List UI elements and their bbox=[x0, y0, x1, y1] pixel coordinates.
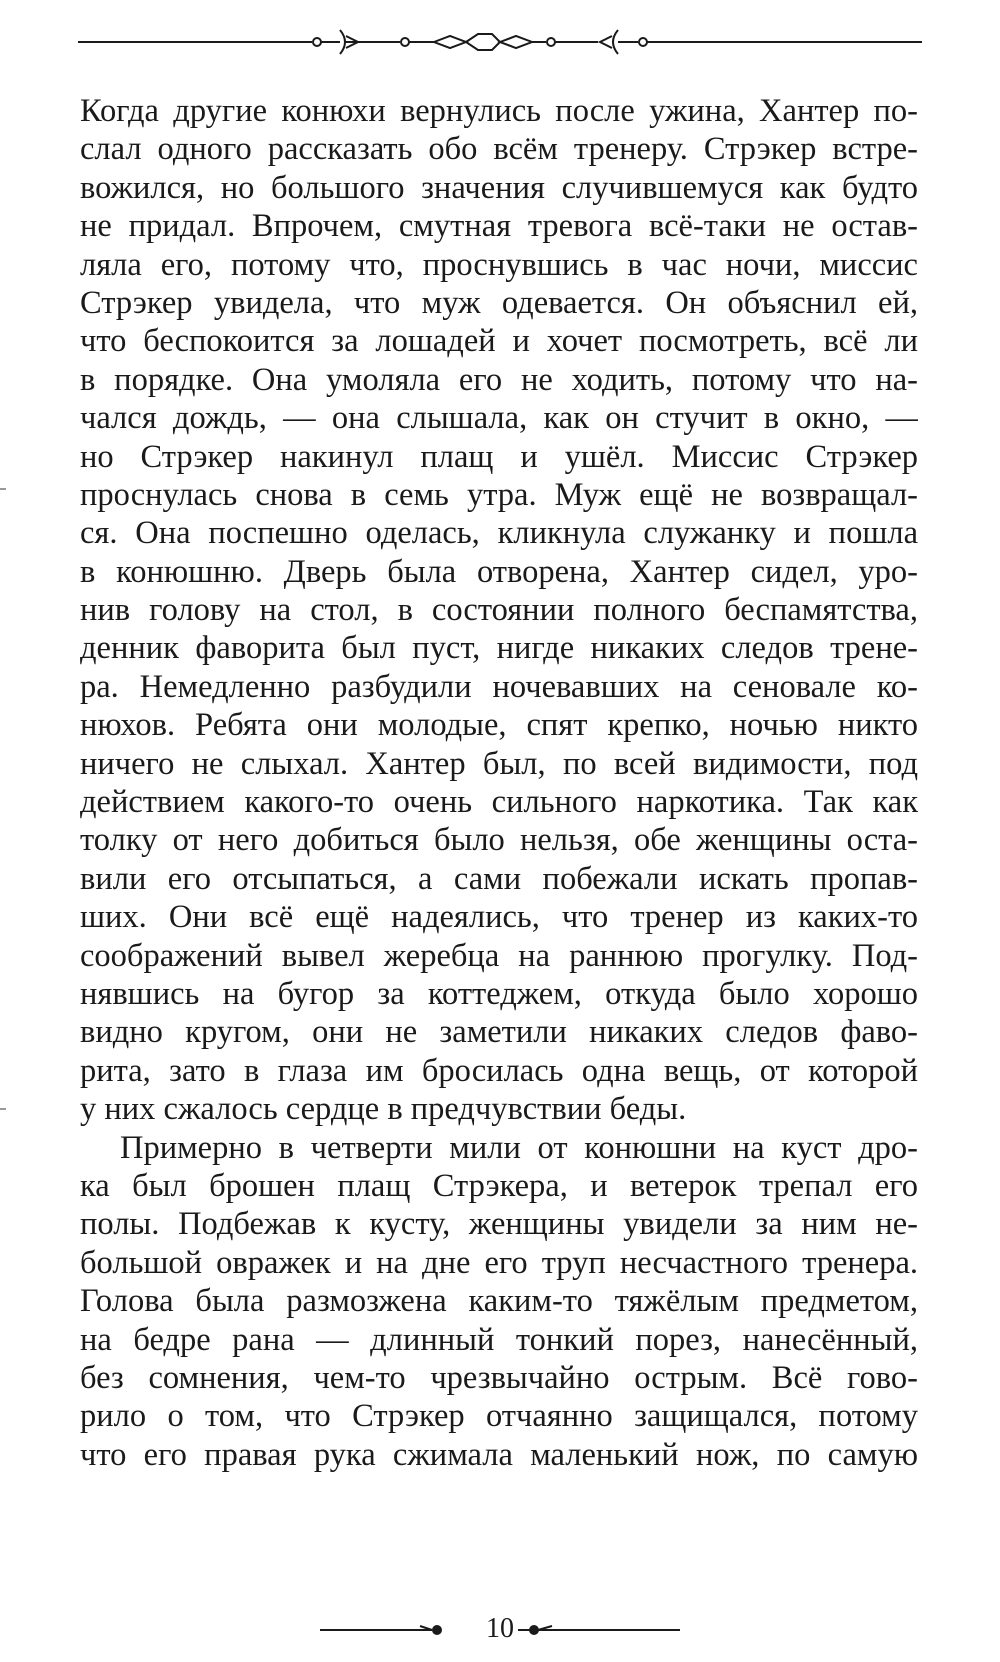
text-line: вожился, но большого значения случившемуся как будто bbox=[80, 169, 918, 206]
text-line: чался дождь, — она слышала, как он стучит в окно, — bbox=[80, 400, 918, 437]
scan-mark bbox=[0, 1108, 6, 1110]
text-line: проснулась снова в семь утра. Муж ещё не возвращал- bbox=[80, 476, 918, 513]
text-line: ляла его, потому что, проснувшись в час ночи, миссис bbox=[80, 246, 918, 283]
text-line: видно кругом, они не заметили никаких следов фаво- bbox=[80, 1014, 918, 1051]
text-line: соображений вывел жеребца на раннюю прогулку. Под- bbox=[80, 937, 918, 974]
text-line: на бедре рана — длинный тонкий порез, нанесённый, bbox=[80, 1321, 918, 1358]
text-line: что беспокоится за лошадей и хочет посмотреть, всё ли bbox=[80, 323, 918, 360]
text-line: большой овражек и на дне его труп несчастного тренера. bbox=[80, 1244, 918, 1281]
text-line: ка был брошен плащ Стрэкера, и ветерок трепал его bbox=[80, 1167, 918, 1204]
text-line: ра. Немедленно разбудили ночевавших на сеновале ко- bbox=[80, 668, 918, 705]
text-line: вили его отсыпаться, а сами побежали искать пропав- bbox=[80, 860, 918, 897]
text-line: в порядке. Она умоляла его не ходить, потому что на- bbox=[80, 361, 918, 398]
text-line: Стрэкер увидела, что муж одевается. Он объяснил ей, bbox=[80, 284, 918, 321]
text-line: Голова была размозжена каким-то тяжёлым предметом, bbox=[80, 1283, 918, 1320]
text-line: не придал. Впрочем, смутная тревога всё-таки не остав- bbox=[80, 208, 918, 245]
text-line: нюхов. Ребята они молодые, спят крепко, ночью никто bbox=[80, 707, 918, 744]
body-text bbox=[80, 92, 918, 1474]
text-line: рило о том, что Стрэкер отчаянно защищался, потому bbox=[80, 1398, 918, 1435]
page-footer bbox=[320, 1610, 680, 1650]
text-line: но Стрэкер накинул плащ и ушёл. Миссис Стрэкер bbox=[80, 438, 918, 475]
text-line: денник фаворита был пуст, нигде никаких следов трене- bbox=[80, 630, 918, 667]
text-line: ничего не слыхал. Хантер был, по всей видимости, под bbox=[80, 745, 918, 782]
text-line: ших. Они всё ещё надеялись, что тренер из каких-то bbox=[80, 899, 918, 936]
text-line: нявшись на бугор за коттеджем, откуда было хорошо bbox=[80, 975, 918, 1012]
text-line: у них сжалось сердце в предчувствии беды. bbox=[80, 1091, 687, 1128]
paragraph-1 bbox=[80, 92, 918, 1129]
text-line: рита, зато в глаза им бросилась одна вещь, от которой bbox=[80, 1052, 918, 1089]
text-line: действием какого-то очень сильного наркотика. Так как bbox=[80, 784, 918, 821]
text-line: Примерно в четверти мили от конюшни на куст дро- bbox=[120, 1129, 918, 1166]
text-line: полы. Подбежав к кусту, женщины увидели за ним не- bbox=[80, 1206, 918, 1243]
text-line: нив голову на стол, в состоянии полного беспамятства, bbox=[80, 592, 918, 629]
text-line: ся. Она поспешно оделась, кликнула служанку и пошла bbox=[80, 515, 918, 552]
decorative-rule-icon bbox=[78, 22, 922, 62]
text-line: без сомнения, чем-то чрезвычайно острым. Всё гово- bbox=[80, 1359, 918, 1396]
text-line: в конюшню. Дверь была отворена, Хантер сидел, уро- bbox=[80, 553, 918, 590]
page-number: 10 bbox=[486, 1613, 514, 1644]
text-line: что его правая рука сжимала маленький нож, по самую bbox=[80, 1436, 918, 1473]
text-line: толку от него добиться было нельзя, обе женщины оста- bbox=[80, 822, 918, 859]
scan-mark bbox=[0, 488, 6, 490]
header-ornament bbox=[78, 22, 922, 62]
text-line: слал одного рассказать обо всём тренеру. Стрэкер встре- bbox=[80, 131, 918, 168]
paragraph-2 bbox=[80, 1129, 918, 1475]
text-line: Когда другие конюхи вернулись после ужина, Хантер по- bbox=[80, 93, 918, 129]
